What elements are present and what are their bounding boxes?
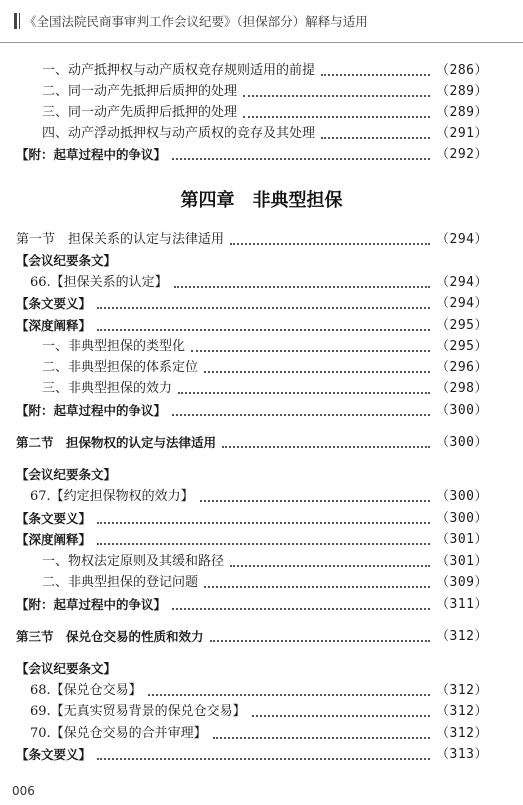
leader-dots	[204, 370, 430, 373]
toc-entry-label: 二、非典型担保的体系定位	[42, 360, 199, 375]
toc-entry[interactable]	[16, 572, 488, 592]
toc-entry[interactable]	[16, 272, 488, 292]
toc-entry-label: 66.【担保关系的认定】	[30, 275, 168, 290]
toc-entry-page: （295）	[436, 318, 488, 333]
leader-dots	[210, 639, 431, 642]
toc-entry-label: 【附：起草过程中的争议】	[16, 597, 167, 612]
chapter-title: 第四章 非典型担保	[180, 190, 343, 211]
leader-dots	[191, 349, 430, 352]
toc-entry[interactable]	[16, 144, 488, 164]
leader-dots	[148, 693, 430, 696]
toc-entry-page: （295）	[436, 339, 488, 354]
toc-entry-page: （291）	[436, 126, 488, 141]
leader-dots	[204, 585, 430, 588]
toc-entry[interactable]	[16, 658, 488, 678]
toc-entry[interactable]	[16, 378, 488, 398]
toc-entry-page: （292）	[436, 147, 488, 162]
leader-dots	[200, 499, 430, 502]
toc-entry-page: （300）	[436, 435, 488, 450]
toc-entry-page: （301）	[436, 554, 488, 569]
toc-entry[interactable]	[16, 123, 488, 143]
toc-entry[interactable]	[16, 400, 488, 420]
page-number: 006	[12, 784, 35, 798]
toc-entry-label: 【条文要义】	[16, 747, 92, 762]
toc-entry[interactable]	[16, 464, 488, 484]
leader-dots	[321, 136, 430, 139]
toc-entry-page: （312）	[436, 629, 488, 644]
toc-entry-page: （300）	[436, 511, 488, 526]
leader-dots	[243, 115, 430, 118]
toc-entry-page: （311）	[436, 597, 488, 612]
toc-entry[interactable]	[16, 432, 488, 452]
toc-entry-label: 【附：起草过程中的争议】	[16, 403, 167, 418]
leader-dots	[174, 285, 430, 288]
toc-entry-label: 67.【约定担保物权的效力】	[30, 489, 194, 504]
toc-entry[interactable]	[16, 229, 488, 249]
running-header-title: 《全国法院民商事审判工作会议纪要》（担保部分）解释与适用	[24, 14, 368, 29]
toc-entry-label: 【会议纪要条文】	[16, 253, 117, 268]
leader-dots	[172, 413, 430, 416]
toc-entry-page: （313）	[436, 747, 488, 762]
toc-entry-label: 【深度阐释】	[16, 318, 92, 333]
toc-entry[interactable]	[16, 626, 488, 646]
toc-entry-page: （294）	[436, 275, 488, 290]
toc-entry-label: 【会议纪要条文】	[16, 661, 117, 676]
toc-entry-label: 三、非典型担保的效力	[42, 381, 173, 396]
toc-entry[interactable]	[16, 551, 488, 571]
leader-dots	[222, 445, 430, 448]
toc-entry-label: 【会议纪要条文】	[16, 467, 117, 482]
leader-dots	[321, 73, 430, 76]
toc-entry-page: （309）	[436, 575, 488, 590]
toc-entry[interactable]	[16, 336, 488, 356]
leader-dots	[97, 328, 430, 331]
toc-entry-page: （296）	[436, 360, 488, 375]
leader-dots	[97, 757, 430, 760]
toc-entry[interactable]	[16, 594, 488, 614]
toc-entry[interactable]	[16, 744, 488, 764]
toc-entry[interactable]	[16, 293, 488, 313]
toc-entry-label: 一、物权法定原则及其缓和路径	[42, 554, 225, 569]
toc-entry[interactable]	[16, 81, 488, 101]
leader-dots	[97, 521, 430, 524]
toc-entry-label: 第一节 担保关系的认定与法律适用	[16, 232, 225, 247]
toc-entry-label: 69.【无真实贸易背景的保兑仓交易】	[30, 704, 246, 719]
leader-dots	[243, 94, 430, 97]
leader-dots	[230, 242, 430, 245]
toc-entry-page: （286）	[436, 63, 488, 78]
toc-entry-label: 第二节 担保物权的认定与法律适用	[16, 435, 217, 450]
toc-entry-label: 三、同一动产先质押后抵押的处理	[42, 105, 238, 120]
toc-entry[interactable]	[16, 250, 488, 270]
leader-dots	[252, 714, 430, 717]
toc-entry-label: 一、非典型担保的类型化	[42, 339, 186, 354]
toc-entry-page: （300）	[436, 403, 488, 418]
toc-entry-label: 【深度阐释】	[16, 532, 92, 547]
toc-entry-page: （312）	[436, 683, 488, 698]
toc-entry[interactable]	[16, 680, 488, 700]
toc-entry[interactable]	[16, 60, 488, 80]
toc-entry-page: （294）	[436, 232, 488, 247]
toc-entry-label: 【附：起草过程中的争议】	[16, 147, 167, 162]
toc-entry-label: 【条文要义】	[16, 511, 92, 526]
leader-dots	[230, 564, 430, 567]
toc-entry-page: （312）	[436, 726, 488, 741]
toc-entry-label: 70.【保兑仓交易的合并审理】	[30, 726, 207, 741]
toc-entry-page: （312）	[436, 704, 488, 719]
toc-entry[interactable]	[16, 102, 488, 122]
toc-entry-page: （301）	[436, 532, 488, 547]
toc-entry-label: 68.【保兑仓交易】	[30, 683, 142, 698]
leader-dots	[172, 157, 430, 160]
toc-entry[interactable]	[16, 701, 488, 721]
toc-entry-page: （294）	[436, 296, 488, 311]
toc-entry-label: 第三节 保兑仓交易的性质和效力	[16, 629, 204, 644]
leader-dots	[178, 391, 430, 394]
toc-entry[interactable]	[16, 486, 488, 506]
leader-dots	[172, 607, 430, 610]
toc-entry-page: （298）	[436, 381, 488, 396]
leader-dots	[213, 736, 430, 739]
toc-entry-label: 【条文要义】	[16, 296, 92, 311]
toc-entry-page: （300）	[436, 489, 488, 504]
toc-entry[interactable]	[16, 315, 488, 335]
toc-entry[interactable]	[16, 529, 488, 549]
toc-entry-label: 二、同一动产先抵押后质押的处理	[42, 84, 238, 99]
toc-entry-label: 四、动产浮动抵押权与动产质权的竞存及其处理	[42, 126, 316, 141]
leader-dots	[97, 542, 430, 545]
toc-entry-page: （289）	[436, 105, 488, 120]
leader-dots	[97, 306, 430, 309]
toc-entry-label: 一、动产抵押权与动产质权竞存规则适用的前提	[42, 63, 316, 78]
toc-entry-page: （289）	[436, 84, 488, 99]
toc-entry-label: 二、非典型担保的登记问题	[42, 575, 199, 590]
toc-entry[interactable]	[16, 508, 488, 528]
toc-entry[interactable]	[16, 723, 488, 743]
toc-entry[interactable]	[16, 357, 488, 377]
